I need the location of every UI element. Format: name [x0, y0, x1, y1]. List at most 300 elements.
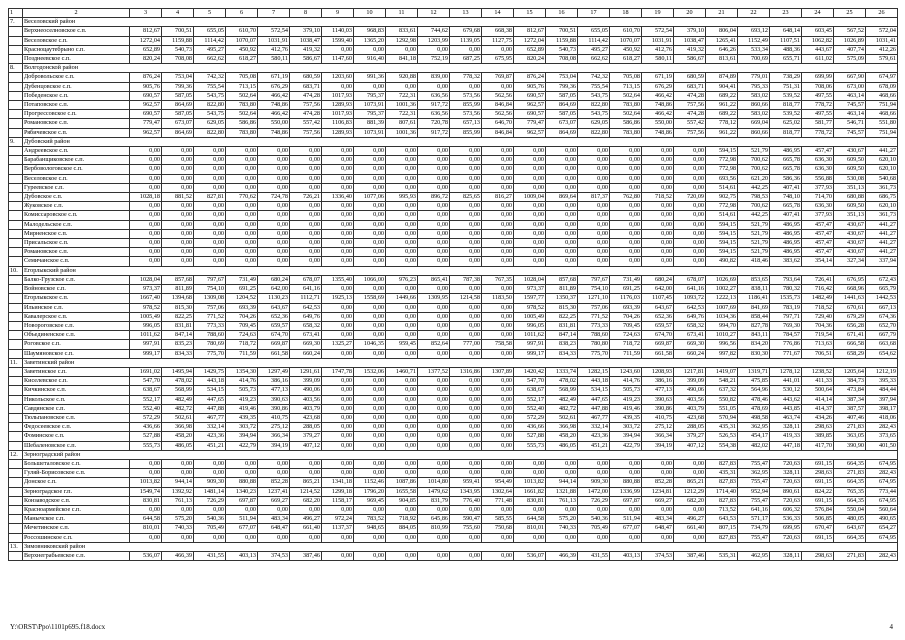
tariff-value: 755,54: [194, 82, 226, 91]
tariff-value: 700,51: [546, 27, 578, 36]
tariff-value: 0,00: [450, 441, 482, 450]
tariff-value: 876,24: [514, 73, 546, 82]
tariff-value: 0,00: [290, 257, 322, 266]
tariff-value: 658,32: [290, 321, 322, 330]
tariff-value: 0,00: [322, 45, 354, 54]
tariff-value: 713,15: [226, 82, 258, 91]
tariff-value: 543,75: [194, 91, 226, 100]
tariff-value: 387,57: [834, 404, 866, 413]
tariff-value: 0,00: [482, 257, 514, 266]
tariff-value: 505,73: [226, 386, 258, 395]
tariff-value: 680,88: [834, 193, 866, 202]
tariff-value: 0,00: [578, 220, 610, 229]
tariff-value: 486,05: [546, 441, 578, 450]
tariff-value: 1017,93: [322, 110, 354, 119]
tariff-value: 486,95: [770, 239, 802, 248]
tariff-value: 783,80: [610, 128, 642, 137]
tariff-value: 690,57: [514, 91, 546, 100]
tariff-value: 665,78: [770, 202, 802, 211]
tariff-value: 399,09: [674, 377, 706, 386]
tariff-value: 718,72: [610, 340, 642, 349]
column-number-25: 25: [834, 9, 866, 18]
tariff-value: 825,65: [450, 193, 482, 202]
tariff-value: 328,11: [770, 469, 802, 478]
tariff-value: 377,93: [802, 211, 834, 220]
district-section-row: [9, 137, 898, 146]
tariff-value: 806,04: [706, 27, 738, 36]
tariff-value: 530,08: [834, 174, 866, 183]
tariff-value: 0,00: [450, 331, 482, 340]
tariff-value: 0,00: [514, 156, 546, 165]
row-number-cell: [9, 312, 23, 321]
tariff-value: 843,11: [738, 331, 770, 340]
tariff-value: 726,29: [578, 496, 610, 505]
tariff-value: 530,12: [770, 386, 802, 395]
tariff-value: 0,00: [418, 202, 450, 211]
tariff-value: 788,60: [578, 331, 610, 340]
tariff-value: 1140,03: [322, 27, 354, 36]
tariff-value: 447,88: [578, 404, 610, 413]
tariff-value: 807,61: [386, 119, 418, 128]
settlement-name: Ильинское с.п.: [23, 303, 130, 312]
tariff-value: 0,00: [450, 303, 482, 312]
tariff-value: 652,70: [866, 321, 898, 330]
district-section-row: [9, 358, 898, 367]
tariff-value: 0,00: [194, 156, 226, 165]
tariff-value: 387,46: [674, 551, 706, 560]
tariff-value: 0,00: [674, 229, 706, 238]
tariff-value: 0,00: [322, 285, 354, 294]
tariff-value: 1429,75: [194, 367, 226, 376]
tariff-value: 548,21: [706, 377, 738, 386]
tariff-value: 674,95: [866, 478, 898, 487]
tariff-value: 708,06: [802, 82, 834, 91]
settlement-name: Комиссаровское с.п.: [23, 211, 130, 220]
row-number-cell: [9, 147, 23, 156]
tariff-value: 414,14: [802, 395, 834, 404]
tariff-value: 282,43: [866, 469, 898, 478]
tariff-value: 682,20: [674, 496, 706, 505]
tariff-value: 1026,89: [834, 36, 866, 45]
tariff-value: 401,50: [866, 441, 898, 450]
tariff-value: 667,13: [866, 303, 898, 312]
row-number-cell: [9, 165, 23, 174]
settlement-name: Конзаводское с.п.: [23, 496, 130, 505]
tariff-value: 271,83: [834, 469, 866, 478]
tariff-value: 676,95: [834, 275, 866, 284]
tariff-value: 673,00: [834, 82, 866, 91]
tariff-value: 0,00: [674, 211, 706, 220]
tariff-value: 490,82: [706, 257, 738, 266]
tariff-value: 700,62: [738, 165, 770, 174]
tariff-value: 675,95: [482, 55, 514, 64]
tariff-value: 374,53: [258, 551, 290, 560]
tariff-value: 441,27: [866, 229, 898, 238]
tariff-value: 609,50: [834, 165, 866, 174]
tariff-value: 0,00: [610, 211, 642, 220]
tariff-value: 0,00: [386, 413, 418, 422]
tariff-value: 797,71: [770, 312, 802, 321]
tariff-value: 834,20: [738, 340, 770, 349]
table-row: [9, 551, 898, 560]
tariff-value: 506,85: [802, 515, 834, 524]
tariff-value: 656,28: [834, 321, 866, 330]
tariff-value: 483,34: [258, 515, 290, 524]
tariff-value: 0,00: [578, 229, 610, 238]
tariff-value: 769,30: [770, 321, 802, 330]
tariff-value: 0,00: [514, 533, 546, 542]
tariff-value: 652,89: [514, 45, 546, 54]
tariff-value: 881,52: [162, 193, 194, 202]
tariff-value: 498,58: [738, 413, 770, 422]
tariff-value: 783,80: [610, 101, 642, 110]
tariff-value: 0,00: [386, 156, 418, 165]
row-number-cell: [9, 101, 23, 110]
tariff-value: 546,71: [834, 119, 866, 128]
tariff-value: 442,25: [738, 211, 770, 220]
tariff-value: 0,00: [130, 220, 162, 229]
tariff-value: 1655,58: [386, 487, 418, 496]
tariff-value: 0,00: [482, 321, 514, 330]
tariff-value: 0,00: [322, 551, 354, 560]
tariff-value: 0,00: [386, 505, 418, 514]
tariff-value: 0,00: [418, 469, 450, 478]
tariff-value: 1394,68: [162, 294, 194, 303]
tariff-value: 645,86: [418, 515, 450, 524]
tariff-value: 1297,49: [258, 367, 290, 376]
tariff-value: 680,24: [258, 275, 290, 284]
tariff-value: 419,46: [610, 404, 642, 413]
tariff-value: 0,00: [258, 248, 290, 257]
tariff-value: 643,67: [258, 303, 290, 312]
tariff-value: 0,00: [418, 441, 450, 450]
tariff-value: 0,00: [354, 459, 386, 468]
tariff-value: 572,04: [866, 27, 898, 36]
tariff-value: 668,38: [482, 27, 514, 36]
tariff-value: 1013,82: [130, 478, 162, 487]
tariff-value: 521,79: [738, 147, 770, 156]
tariff-value: 275,12: [642, 423, 674, 432]
tariff-value: 669,30: [290, 340, 322, 349]
tariff-value: 0,00: [322, 147, 354, 156]
tariff-value: 649,76: [674, 312, 706, 321]
tariff-value: 436,66: [514, 423, 546, 432]
tariff-value: 777,00: [450, 340, 482, 349]
row-number-cell: [9, 202, 23, 211]
row-number-cell: [9, 91, 23, 100]
tariff-value: 0,00: [610, 147, 642, 156]
tariff-value: 0,00: [514, 183, 546, 192]
tariff-value: 643,67: [834, 524, 866, 533]
tariff-value: 0,00: [482, 239, 514, 248]
tariff-value: 884,05: [386, 524, 418, 533]
tariff-value: 478,02: [162, 377, 194, 386]
tariff-value: 1289,93: [322, 128, 354, 137]
tariff-value: 1420,42: [514, 367, 546, 376]
tariff-value: 1355,40: [322, 275, 354, 284]
tariff-value: 0,00: [450, 239, 482, 248]
tariff-value: 466,42: [258, 91, 290, 100]
tariff-value: 818,77: [770, 128, 802, 137]
tariff-value: 711,59: [226, 349, 258, 358]
table-row: [9, 404, 898, 413]
tariff-value: 366,98: [162, 423, 194, 432]
tariff-value: 550,00: [258, 119, 290, 128]
tariff-value: 896,72: [418, 193, 450, 202]
tariff-value: 0,00: [354, 533, 386, 542]
tariff-value: 1107,45: [642, 294, 674, 303]
tariff-value: 500,64: [802, 386, 834, 395]
tariff-value: 652,89: [130, 45, 162, 54]
tariff-value: 0,00: [386, 551, 418, 560]
tariff-value: 414,76: [610, 377, 642, 386]
tariff-value: 354,14: [802, 257, 834, 266]
tariff-value: 0,00: [194, 239, 226, 248]
district-section-row: [9, 18, 898, 27]
tariff-value: 673,41: [290, 331, 322, 340]
tariff-value: 0,00: [290, 229, 322, 238]
tariff-value: 0,00: [322, 469, 354, 478]
tariff-value: 0,00: [194, 505, 226, 514]
tariff-value: 1028,04: [130, 275, 162, 284]
tariff-value: 0,00: [578, 505, 610, 514]
tariff-value: 890,61: [770, 487, 802, 496]
tariff-value: 714,70: [802, 193, 834, 202]
tariff-value: 667,90: [834, 73, 866, 82]
table-row: [9, 156, 898, 165]
tariff-value: 535,31: [706, 551, 738, 560]
tariff-value: 534,15: [194, 386, 226, 395]
tariff-value: 874,89: [706, 73, 738, 82]
settlement-name: Малодельское с.п.: [23, 220, 130, 229]
tariff-value: 0,00: [322, 331, 354, 340]
tariff-value: 362,95: [738, 423, 770, 432]
tariff-value: 962,57: [130, 128, 162, 137]
tariff-value: 1292,98: [386, 36, 418, 45]
tariff-value: 865,21: [290, 478, 322, 487]
tariff-value: 690,57: [130, 110, 162, 119]
tariff-value: 0,00: [386, 432, 418, 441]
tariff-value: 610,70: [226, 27, 258, 36]
district-number: 7.: [9, 18, 23, 27]
settlement-name: Манычское с.п.: [23, 515, 130, 524]
district-title: Веселовский район: [23, 18, 898, 27]
tariff-value: 0,00: [610, 533, 642, 542]
tariff-value: 0,00: [674, 248, 706, 257]
tariff-value: 298,63: [802, 423, 834, 432]
tariff-value: 0,00: [290, 183, 322, 192]
table-row: [9, 110, 898, 119]
tariff-value: 1152,49: [738, 36, 770, 45]
tariff-value: 1217,81: [674, 367, 706, 376]
tariff-value: 502,61: [162, 413, 194, 422]
tariff-value: 1007,69: [706, 303, 738, 312]
tariff-value: 660,24: [674, 349, 706, 358]
tariff-value: 431,55: [578, 551, 610, 560]
tariff-value: 0,00: [610, 220, 642, 229]
tariff-value: 398,17: [866, 404, 898, 413]
tariff-value: 0,00: [162, 220, 194, 229]
tariff-value: 0,00: [418, 239, 450, 248]
row-number-cell: [9, 505, 23, 514]
tariff-value: 0,00: [290, 147, 322, 156]
tariff-value: 827,78: [738, 321, 770, 330]
tariff-value: 822,25: [546, 312, 578, 321]
tariff-value: 642,00: [642, 285, 674, 294]
settlement-name: Балко-Грузское с.п.: [23, 275, 130, 284]
tariff-value: 689,22: [706, 91, 738, 100]
settlement-name: Красноармейское с.п.: [23, 505, 130, 514]
tariff-value: 0,00: [258, 174, 290, 183]
row-number-cell: [9, 469, 23, 478]
tariff-value: 1442,53: [866, 294, 898, 303]
tariff-value: 502,61: [546, 413, 578, 422]
tariff-value: 0,00: [290, 165, 322, 174]
tariff-value: 0,00: [450, 257, 482, 266]
tariff-value: 705,49: [578, 524, 610, 533]
tariff-value: 0,00: [290, 469, 322, 478]
tariff-value: 0,00: [322, 432, 354, 441]
tariff-value: 0,00: [354, 432, 386, 441]
tariff-value: 0,00: [386, 183, 418, 192]
tariff-value: 677,07: [610, 524, 642, 533]
tariff-value: 691,25: [610, 285, 642, 294]
row-number-cell: [9, 110, 23, 119]
row-number-cell: [9, 487, 23, 496]
tariff-value: 1599,40: [322, 36, 354, 45]
tariff-value: 351,13: [834, 183, 866, 192]
tariff-value: 1237,41: [258, 487, 290, 496]
tariff-value: 533,34: [738, 45, 770, 54]
tariff-value: 303,72: [226, 423, 258, 432]
tariff-value: 902,75: [706, 193, 738, 202]
tariff-value: 0,00: [322, 423, 354, 432]
district-title: Заветинский район: [23, 358, 898, 367]
tariff-value: 978,52: [130, 303, 162, 312]
row-number-cell: [9, 193, 23, 202]
tariff-value: 0,00: [290, 239, 322, 248]
tariff-value: 799,36: [162, 82, 194, 91]
tariff-value: 0,00: [162, 469, 194, 478]
tariff-value: 1066,00: [354, 275, 386, 284]
tariff-value: 540,73: [162, 45, 194, 54]
tariff-value: 0,00: [386, 45, 418, 54]
row-number-cell: [9, 496, 23, 505]
tariff-value: 436,66: [130, 423, 162, 432]
tariff-value: 1205,64: [834, 367, 866, 376]
tariff-value: 1005,49: [130, 312, 162, 321]
tariff-value: 652,36: [258, 312, 290, 321]
tariff-value: 502,64: [610, 110, 642, 119]
tariff-value: 1038,47: [290, 36, 322, 45]
tariff-value: 783,80: [226, 128, 258, 137]
tariff-value: 754,10: [578, 285, 610, 294]
tariff-value: 880,88: [226, 478, 258, 487]
district-section-row: [9, 266, 898, 275]
row-number-cell: [9, 321, 23, 330]
tariff-value: 1667,40: [130, 294, 162, 303]
tariff-value: 361,73: [866, 211, 898, 220]
tariff-value: 690,57: [130, 91, 162, 100]
tariff-value: 738,29: [770, 73, 802, 82]
tariff-value: 0,00: [258, 505, 290, 514]
tariff-value: 779,01: [738, 73, 770, 82]
table-row: [9, 478, 898, 487]
tariff-value: 303,72: [610, 423, 642, 432]
tariff-value: 0,00: [386, 147, 418, 156]
settlement-name: Войновское с.п.: [23, 285, 130, 294]
tariff-value: 641,16: [674, 285, 706, 294]
column-number-11: 11: [386, 9, 418, 18]
tariff-value: 0,00: [610, 469, 642, 478]
tariff-value: 419,23: [226, 395, 258, 404]
tariff-value: 0,00: [642, 165, 674, 174]
tariff-value: 0,00: [290, 220, 322, 229]
tariff-value: 328,11: [770, 423, 802, 432]
tariff-value: 646,26: [706, 45, 738, 54]
tariff-value: 332,14: [578, 423, 610, 432]
tariff-value: 1114,42: [194, 36, 226, 45]
tariff-value: 751,94: [866, 101, 898, 110]
tariff-value: 418,06: [866, 413, 898, 422]
settlement-name: Савдянское с.п.: [23, 404, 130, 413]
tariff-value: 443,85: [770, 404, 802, 413]
tariff-value: 629,05: [578, 119, 610, 128]
tariff-value: 0,00: [674, 183, 706, 192]
tariff-value: 748,86: [258, 128, 290, 137]
tariff-value: 328,11: [770, 551, 802, 560]
tariff-value: 495,27: [578, 45, 610, 54]
tariff-value: 550,82: [706, 395, 738, 404]
tariff-value: 1114,42: [578, 36, 610, 45]
tariff-value: 496,27: [674, 515, 706, 524]
tariff-value: 678,09: [866, 82, 898, 91]
tariff-value: 0,00: [482, 147, 514, 156]
tariff-value: 467,77: [578, 413, 610, 422]
tariff-value: 1309,95: [418, 294, 450, 303]
tariff-value: 0,00: [546, 156, 578, 165]
tariff-value: 521,79: [738, 248, 770, 257]
tariff-value: 0,00: [354, 239, 386, 248]
tariff-value: 620,10: [866, 156, 898, 165]
tariff-value: 423,36: [578, 432, 610, 441]
tariff-value: 0,00: [514, 229, 546, 238]
settlement-name: Вербовологовское с.п.: [23, 165, 130, 174]
tariff-value: 0,00: [482, 285, 514, 294]
tariff-value: 700,51: [162, 27, 194, 36]
tariff-value: 772,98: [706, 156, 738, 165]
tariff-value: 812,67: [130, 27, 162, 36]
tariff-value: 638,67: [130, 386, 162, 395]
tariff-value: 846,84: [482, 101, 514, 110]
tariff-value: 572,54: [258, 27, 290, 36]
tariff-value: 0,00: [450, 505, 482, 514]
tariff-value: 0,00: [226, 202, 258, 211]
column-number-17: 17: [578, 9, 610, 18]
tariff-value: 486,95: [770, 147, 802, 156]
tariff-value: 0,00: [418, 312, 450, 321]
tariff-value: 0,00: [642, 229, 674, 238]
tariff-value: 478,46: [738, 395, 770, 404]
table-row: [9, 340, 898, 349]
tariff-value: 0,00: [546, 239, 578, 248]
settlement-name: Верхнеграбьевское с.п.: [23, 551, 130, 560]
tariff-value: 0,00: [194, 202, 226, 211]
tariff-value: 0,00: [450, 533, 482, 542]
tariff-value: 847,14: [162, 331, 194, 340]
settlement-name: Фоминское с.п.: [23, 432, 130, 441]
tariff-value: 536,33: [770, 515, 802, 524]
